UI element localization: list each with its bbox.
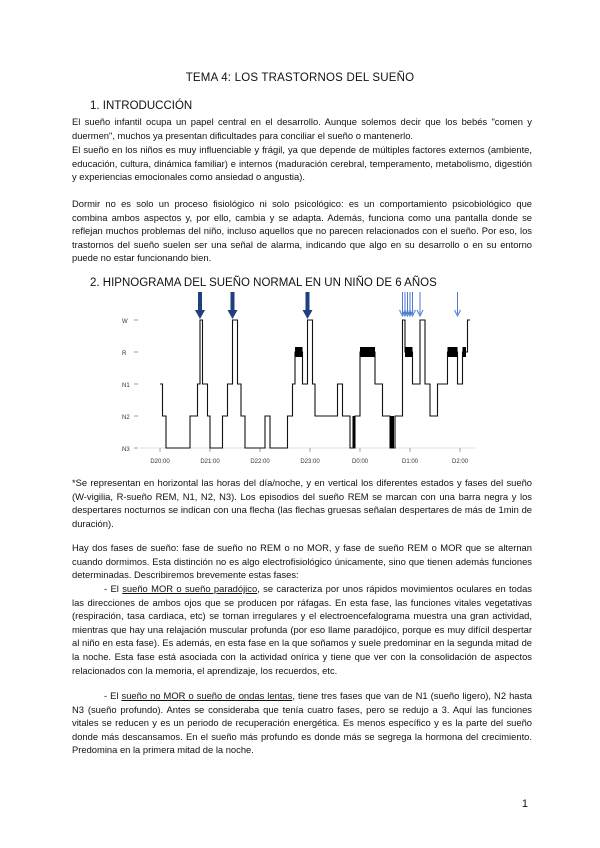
thick-arrow-head bbox=[195, 310, 205, 319]
rem-term: sueño MOR o sueño paradójico bbox=[122, 583, 258, 594]
page-title: TEMA 4: LOS TRASTORNOS DEL SUEÑO bbox=[185, 72, 415, 84]
rem-description bbox=[72, 582, 532, 677]
x-tick-label: D1:00 bbox=[401, 459, 419, 465]
rem-bar bbox=[405, 347, 413, 357]
deep-sleep-bar bbox=[390, 416, 394, 448]
rem-bullet-text: , se caracteriza por unos rápidos movimientos oculares en todas las direcciones de ambos ojos que se producen por ráfagas. En esta fase, las funciones vitales vegetativas (respiración, tasa cardiaca, etc) se tornan irregulares y el electroencefalograma muestra una gran actividad, mientras que hay una relajación muscular profunda (por eso llame paradójico, porque es muy difícil despertar al niño en esta fase). Es además, en esta fase en la que soñamos y suele predominar en la segunda mitad de la noche. Esta fase está asociada con la actividad onírica y tiene que ver con la consolidación de aspectos relacionados con la memoria, el aprendizaje, los recuerdos, etc. bbox=[72, 583, 532, 676]
hypnogram-trace bbox=[160, 320, 470, 448]
y-label-w: W bbox=[122, 319, 128, 325]
x-tick-label: D2:00 bbox=[451, 459, 469, 465]
section-heading-hipnograma: 2. HIPNOGRAMA DEL SUEÑO NORMAL EN UN NIÑO DE 6 AÑOS bbox=[90, 277, 437, 289]
nrem-bullet-text: , tiene tres fases que van de N1 (sueño ligero), N2 hasta N3 (sueño profundo). Antes se consideraba que tenía cuatro fases, pero se redujo a 3. Aquí las funciones vitales se reducen y es un periodo de recuperación energética. Es menos específico y es la parte del sueño donde más descansamos. En el sueño más profundo es donde más se segrega la hormona del crecimiento. Predomina en la primera mitad de la noche. bbox=[72, 690, 532, 756]
x-tick-label: D23:00 bbox=[300, 459, 320, 465]
rem-bar bbox=[448, 347, 458, 357]
x-tick-label: D0:00 bbox=[351, 459, 369, 465]
rem-bars bbox=[295, 347, 466, 448]
chart-caption: *Se representan en horizontal las horas del día/noche, y en vertical los diferentes estados y fases del sueño (W-vigilia, R-sueño REM, N1, N2, N3). Los episodios del sueño REM se marcan con una barra negra y los despertares nocturnos se indican con una flecha (las flechas gruesas señalan despertares de más de 1min de duración). bbox=[72, 477, 532, 529]
y-label-n2: N2 bbox=[122, 415, 130, 421]
x-tick-label: D21:00 bbox=[200, 459, 220, 465]
rem-bar bbox=[360, 347, 375, 357]
deep-sleep-bar bbox=[353, 416, 355, 448]
page-number: 1 bbox=[521, 798, 528, 810]
thick-arrow-head bbox=[303, 310, 313, 319]
x-tick-label: D22:00 bbox=[250, 459, 270, 465]
intro-paragraph-2: El sueño en los niños es muy influenciable y frágil, ya que depende de múltiples factores externos (ambiente, educación, cultura, dinámica familiar) e internos (maduración cerebral, temperamento, metabolismo, digestión y experiencias emocionales como ansiedad o angustia). bbox=[72, 144, 532, 183]
x-axis-labels bbox=[150, 448, 468, 465]
x-tick-label: D20:00 bbox=[150, 459, 170, 465]
rem-bar bbox=[463, 347, 467, 357]
awakening-arrows bbox=[195, 292, 461, 319]
y-label-n1: N1 bbox=[122, 383, 130, 389]
rem-bullet-prefix: - El bbox=[104, 583, 123, 594]
y-label-r: R bbox=[122, 351, 127, 357]
y-axis-labels bbox=[122, 319, 138, 453]
nrem-term: sueño no MOR o sueño de ondas lentas bbox=[121, 690, 293, 701]
nrem-bullet-prefix: - El bbox=[104, 690, 122, 701]
hypnogram-line bbox=[160, 320, 470, 448]
nrem-description bbox=[72, 689, 532, 757]
intro-paragraph-3: Dormir no es solo un proceso fisiológico ni solo psicológico: es un comportamiento psicobiológico que combina ambos aspectos y, por ello, cambia y se adapta. Además, funciona como una pantalla donde se reflejan muchos problemas del niño, incluso aquellos que no parecen relacionados con el sueño. Por eso, los trastornos del sueño suelen ser una señal de alarma, indicando que algo en su desarrollo o en su entorno puede no estar funcionando bien. bbox=[72, 198, 532, 264]
section-heading-introduccion: 1. INTRODUCCIÓN bbox=[90, 100, 193, 112]
intro-paragraph-1: El sueño infantil ocupa un papel central en el desarrollo. Aunque solemos decir que los bebés "comen y duermen", muchos ya presentan dificultades para conciliar el sueño o mantenerlo. bbox=[72, 116, 532, 141]
y-label-n3: N3 bbox=[122, 447, 130, 453]
rem-bar bbox=[295, 347, 303, 357]
hypnogram-chart bbox=[120, 288, 480, 473]
phases-intro-paragraph: Hay dos fases de sueño: fase de sueño no REM o no MOR, y fase de sueño REM o MOR que se alternan cuando dormimos. Esta distinción no es algo electrofisiológico únicamente, sino que tienen además funciones determinadas. Describiremos brevemente estas fases: bbox=[72, 542, 532, 581]
thick-arrow-head bbox=[228, 310, 238, 319]
